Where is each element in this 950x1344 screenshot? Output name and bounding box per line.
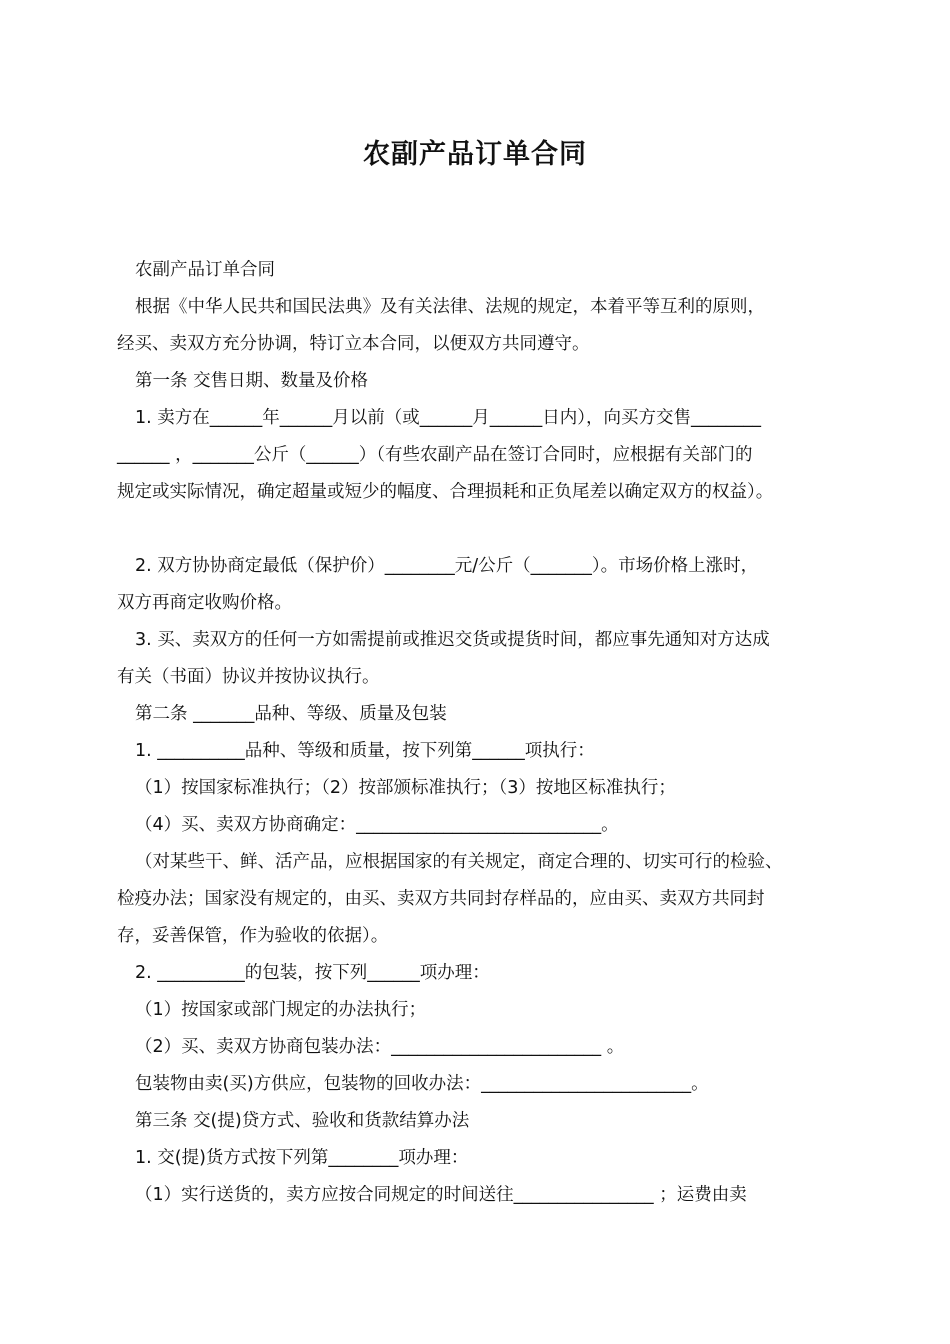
article-1-heading: 第一条 交售日期、数量及价格 [135, 371, 369, 391]
delivery-option-1: （1）实行送货的，卖方应按合同规定的时间送往________________ ；运费由卖 [135, 1185, 747, 1205]
article-2-options-1-3: （1）按国家标准执行；（2）按部颁标准执行；（3）按地区标准执行； [135, 778, 676, 798]
article-2-note-line-1: （对某些干、鲜、活产品，应根据国家的有关规定，商定合理的、切实可行的检验、 [135, 852, 783, 872]
article-1-clause-2-line-2: 双方再商定收购价格。 [117, 593, 292, 613]
article-1-clause-3-line-2: 有关（书面）协议并按协议执行。 [117, 667, 380, 687]
article-2-note-line-3: 存，妥善保管，作为验收的依据）。 [117, 926, 389, 946]
article-3-clause-1: 1. 交(提)货方式按下列第________项办理： [135, 1148, 469, 1168]
article-1-clause-2-line-1: 2. 双方协协商定最低（保护价）________元/公斤（_______）。市场价格上涨时， [135, 556, 759, 576]
packaging-supply-line: 包装物由卖(买)方供应，包装物的回收办法：________________________。 [135, 1074, 709, 1094]
document-body [117, 252, 852, 1214]
contract-name-line: 农副产品订单合同 [135, 260, 275, 280]
article-1-clause-1-line-2: ______ ，_______公斤（______）（有些农副产品在签订合同时，应根据有关部门的 [117, 445, 753, 465]
article-2-note-line-2: 检疫办法；国家没有规定的，由买、卖双方共同封存样品的，应由买、卖双方共同封 [117, 889, 765, 909]
preamble-line-2: 经买、卖双方充分协调，特订立本合同，以便双方共同遵守。 [117, 334, 590, 354]
article-3-heading: 第三条 交(提)贷方式、验收和货款结算办法 [135, 1111, 470, 1131]
article-2-heading: 第二条 _______品种、等级、质量及包装 [135, 704, 447, 724]
document-title: 农副产品订单合同 [363, 139, 587, 170]
article-1-clause-1-line-3: 规定或实际情况，确定超量或短少的幅度、合理损耗和正负尾差以确定双方的权益）。 [117, 482, 774, 502]
paragraph-gap [117, 511, 852, 548]
article-2-clause-2: 2. __________的包装，按下列______项办理： [135, 963, 490, 983]
article-2-clause-1: 1. __________品种、等级和质量，按下列第______项执行： [135, 741, 595, 761]
article-1-clause-3-line-1: 3. 买、卖双方的任何一方如需提前或推迟交货或提货时间，都应事先通知对方达成 [135, 630, 770, 650]
packaging-option-2: （2）买、卖双方协商包装办法：________________________ 。 [135, 1037, 625, 1057]
preamble-line-1: 根据《中华人民共和国民法典》及有关法律、法规的规定，本着平等互利的原则， [135, 297, 765, 317]
article-1-clause-1-line-1: 1. 卖方在______年______月以前（或______月______日内），向买方交售________ [135, 408, 762, 428]
article-2-option-4: （4）买、卖双方协商确定：____________________________。 [135, 815, 619, 835]
packaging-option-1: （1）按国家或部门规定的办法执行； [135, 1000, 427, 1020]
